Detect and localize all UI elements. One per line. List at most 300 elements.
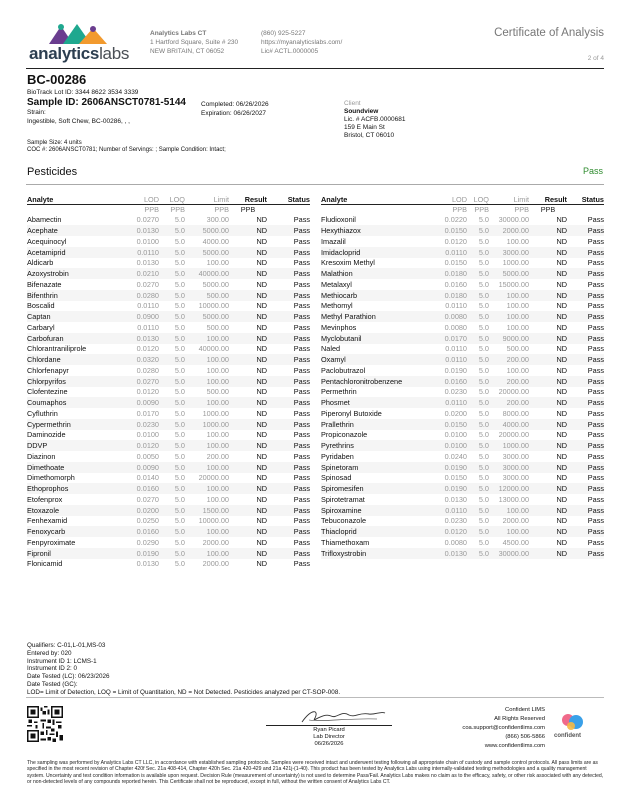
analyte-name: Flonicamid — [27, 559, 63, 569]
analyte-name: Kresoxim Methyl — [321, 258, 375, 268]
col-result: Result — [529, 195, 567, 205]
lod-value: 0.0150 — [425, 419, 467, 430]
limit-value: 100.00 — [489, 526, 529, 537]
analytics-labs-logo — [27, 22, 142, 64]
status-value: Pass — [567, 333, 604, 344]
lod-value: 0.0160 — [117, 483, 159, 494]
lod-value: 0.0120 — [136, 387, 159, 397]
lod-value: 0.0150 — [444, 473, 467, 483]
status-value: Pass — [567, 505, 604, 516]
status-value: Pass — [567, 526, 604, 537]
lod-value: 0.0050 — [136, 451, 159, 461]
limit-value: 2000.00 — [502, 516, 529, 526]
analyte-name: Propiconazole — [321, 430, 368, 440]
lod-value: 0.0130 — [136, 559, 159, 569]
table-row — [27, 258, 310, 269]
limit-value: 13000.00 — [498, 494, 529, 504]
client-addr1: 159 E Main St — [344, 124, 385, 131]
status-value: Pass — [587, 430, 604, 440]
limit-value: 100.00 — [185, 462, 229, 473]
result-value: ND — [256, 408, 267, 418]
col-analyte: Analyte — [321, 195, 425, 205]
status-value: Pass — [587, 301, 604, 311]
loq-value: 5.0 — [467, 440, 489, 451]
status-value: Pass — [293, 365, 310, 375]
col-status: Status — [267, 195, 310, 205]
status-value: Pass — [587, 451, 604, 461]
lab-name: Analytics Labs CT — [150, 30, 207, 37]
lod-value: 0.0110 — [425, 247, 467, 258]
loq-value: 5.0 — [159, 376, 185, 387]
loq-value: 5.0 — [174, 473, 185, 483]
limit-value: 100.00 — [185, 376, 229, 387]
unit: PPB — [467, 205, 489, 215]
result-value: ND — [556, 494, 567, 504]
limit-value: 100.00 — [489, 311, 529, 322]
loq-value: 5.0 — [478, 279, 489, 289]
status-value: Pass — [567, 440, 604, 451]
analyte-name: Diazinon — [27, 451, 56, 461]
status-value: Pass — [587, 258, 604, 268]
table-row — [321, 258, 604, 269]
loq-value: 5.0 — [467, 268, 489, 279]
lod-value: 0.0130 — [444, 494, 467, 504]
status-value: Pass — [267, 483, 310, 494]
limit-value: 5000.00 — [185, 311, 229, 322]
table-row — [321, 387, 604, 398]
table-row — [321, 268, 604, 279]
result-value: ND — [256, 258, 267, 268]
limit-value: 20000.00 — [498, 387, 529, 397]
analyte-name: Bifenazate — [27, 279, 62, 289]
footer-divider — [26, 697, 604, 698]
loq-value: 5.0 — [159, 505, 185, 516]
result-value: ND — [256, 494, 267, 504]
loq-value: 5.0 — [174, 494, 185, 504]
analyte-name: Tebuconazole — [321, 516, 367, 526]
lod-value: 0.0110 — [445, 344, 467, 354]
unit: PPB — [185, 205, 229, 215]
loq-value: 5.0 — [159, 483, 185, 494]
status-value: Pass — [567, 462, 604, 473]
loq-value: 5.0 — [467, 354, 489, 365]
status-value: Pass — [587, 537, 604, 547]
lod-value: 0.0240 — [444, 451, 467, 461]
unit: PPB — [489, 205, 529, 215]
loq-value: 5.0 — [174, 451, 185, 461]
result-value: ND — [256, 365, 267, 375]
table-row — [27, 387, 310, 398]
result-value: ND — [556, 516, 567, 526]
status-value: Pass — [267, 225, 310, 236]
result-value: ND — [556, 473, 567, 483]
lod-value: 0.0290 — [136, 537, 159, 547]
analyte-name: Chlorfenapyr — [27, 365, 69, 375]
lab-url[interactable]: https://myanalyticslabs.com/ — [261, 39, 343, 46]
analyte-name: Chlorantraniliprole — [27, 344, 87, 354]
client-name: Soundview — [344, 108, 379, 115]
analyte-name: Spinetoram — [321, 462, 425, 473]
table-row — [321, 397, 604, 408]
col-result: Result — [229, 195, 267, 205]
result-value: ND — [256, 215, 267, 225]
loq-value: 5.0 — [159, 290, 185, 301]
loq-value: 5.0 — [467, 526, 489, 537]
result-value: ND — [229, 311, 267, 322]
limit-value: 100.00 — [489, 290, 529, 301]
status-value: Pass — [293, 236, 310, 246]
table-row — [27, 462, 310, 473]
analyte-name: Spinosad — [321, 473, 352, 483]
status-value: Pass — [293, 473, 310, 483]
limit-value: 100.00 — [185, 440, 229, 451]
analyte-name: Methomyl — [321, 301, 353, 311]
col-limit: Limit — [185, 195, 229, 205]
analyte-name: Metalaxyl — [321, 279, 352, 289]
signer-title: Lab Director — [313, 734, 345, 740]
loq-value: 5.0 — [174, 344, 185, 354]
result-value: ND — [529, 247, 567, 258]
loq-value: 5.0 — [478, 322, 489, 332]
analyte-name: Pentachloronitrobenzene — [321, 376, 425, 387]
result-value: ND — [256, 559, 267, 569]
result-value: ND — [529, 397, 567, 408]
analyte-name: Piperonyl Butoxide — [321, 408, 382, 418]
logo-text — [29, 44, 129, 64]
loq-value: 5.0 — [159, 419, 185, 430]
table-row — [321, 462, 604, 473]
analyte-name: Coumaphos — [27, 397, 117, 408]
limit-value: 5000.00 — [489, 268, 529, 279]
lod-value: 0.0190 — [117, 548, 159, 559]
analyte-name: Etoxazole — [27, 505, 117, 516]
lod-value: 0.0130 — [117, 333, 159, 344]
analyte-name: Clofentezine — [27, 387, 68, 397]
limit-value: 3000.00 — [502, 451, 529, 461]
unit-row — [321, 205, 604, 215]
lod-value: 0.0200 — [444, 408, 467, 418]
section-divider — [26, 184, 604, 185]
table-row — [321, 376, 604, 387]
analyte-name: Fipronil — [27, 548, 117, 559]
limit-value: 5000.00 — [185, 225, 229, 236]
lod-value: 0.0120 — [444, 236, 467, 246]
table-row — [321, 505, 604, 516]
analyte-name: Hexythiazox — [321, 225, 425, 236]
limit-value: 40000.00 — [185, 268, 229, 279]
analyte-name: Acequinocyl — [27, 236, 67, 246]
lims-email[interactable]: coa.support@confidentlims.com — [462, 725, 545, 731]
loq-value: 5.0 — [467, 333, 489, 344]
loq-value: 5.0 — [478, 451, 489, 461]
result-value: ND — [229, 505, 267, 516]
analyte-name: Etofenprox — [27, 494, 63, 504]
table-row — [321, 548, 604, 559]
table-row — [27, 225, 310, 236]
table-row — [27, 505, 310, 516]
header-divider — [26, 68, 604, 69]
analyte-name: Permethrin — [321, 387, 357, 397]
analyte-name: Pyrethrins — [321, 440, 425, 451]
analyte-name: Methiocarb — [321, 290, 425, 301]
status-value: Pass — [267, 505, 310, 516]
limit-value: 3000.00 — [502, 473, 529, 483]
date-tested-lc: Date Tested (LC): 06/23/2026 — [27, 673, 110, 681]
result-value: ND — [556, 215, 567, 225]
lod-value: 0.0270 — [136, 494, 159, 504]
unit-row — [27, 205, 310, 215]
limit-value: 200.00 — [489, 354, 529, 365]
result-value: ND — [556, 322, 567, 332]
status-value: Pass — [587, 215, 604, 225]
analyte-name: Prallethrin — [321, 419, 425, 430]
result-value: ND — [256, 430, 267, 440]
lod-value: 0.0250 — [136, 516, 159, 526]
analyte-name: Ethoprophos — [27, 483, 117, 494]
result-value: ND — [556, 301, 567, 311]
table-row — [27, 376, 310, 387]
lab-phone: (860) 925-5227 — [261, 30, 306, 37]
limit-value: 20000.00 — [498, 430, 529, 440]
lod-value: 0.0100 — [444, 430, 467, 440]
result-value: ND — [529, 268, 567, 279]
lims-name: Confident LIMS — [505, 707, 545, 713]
loq-value: 5.0 — [467, 462, 489, 473]
table-row — [321, 247, 604, 258]
loq-value: 5.0 — [174, 516, 185, 526]
loq-value: 5.0 — [478, 473, 489, 483]
limit-value: 200.00 — [206, 451, 229, 461]
client-license: Lic. # ACFB.0000681 — [344, 116, 406, 123]
col-loq: LOQ — [467, 195, 489, 205]
status-value: Pass — [293, 258, 310, 268]
status-value: Pass — [293, 451, 310, 461]
analyte-name: Fenhexamid — [27, 516, 68, 526]
status-value: Pass — [587, 516, 604, 526]
loq-value: 5.0 — [467, 311, 489, 322]
table-row — [27, 430, 310, 441]
limit-value: 500.00 — [506, 344, 529, 354]
status-value: Pass — [567, 268, 604, 279]
table-row — [321, 419, 604, 430]
table-row — [321, 354, 604, 365]
col-loq: LOQ — [159, 195, 185, 205]
loq-value: 5.0 — [467, 397, 489, 408]
status-value: Pass — [293, 344, 310, 354]
limit-value: 300.00 — [206, 215, 229, 225]
table-row — [321, 408, 604, 419]
loq-value: 5.0 — [478, 516, 489, 526]
result-value: ND — [529, 440, 567, 451]
status-value: Pass — [587, 322, 604, 332]
status-value: Pass — [587, 387, 604, 397]
analyte-name: Chlordane — [27, 354, 117, 365]
result-value: ND — [229, 526, 267, 537]
result-value: ND — [556, 279, 567, 289]
logo-mountain-icon — [45, 22, 125, 44]
lod-value: 0.0150 — [444, 258, 467, 268]
loq-value: 5.0 — [478, 215, 489, 225]
signer-date: 06/26/2026 — [314, 741, 344, 747]
lab-addr1: 1 Hartford Square, Suite # 230 — [150, 39, 239, 46]
col-lod: LOD — [117, 195, 159, 205]
result-value: ND — [529, 505, 567, 516]
unit: PPB — [117, 205, 159, 215]
status-value: Pass — [293, 559, 310, 569]
result-value: ND — [556, 537, 567, 547]
result-value: ND — [256, 322, 267, 332]
analyte-name: Dimethomorph — [27, 473, 75, 483]
result-value: ND — [229, 397, 267, 408]
unit: PPB — [159, 205, 185, 215]
lod-value: 0.0080 — [444, 322, 467, 332]
loq-value: 5.0 — [174, 430, 185, 440]
loq-value: 5.0 — [478, 408, 489, 418]
lod-value: 0.0110 — [117, 247, 159, 258]
loq-value: 5.0 — [174, 387, 185, 397]
analyte-name: Abamectin — [27, 215, 62, 225]
result-value: ND — [556, 236, 567, 246]
table-row — [27, 408, 310, 419]
table-row — [27, 268, 310, 279]
loq-value: 5.0 — [159, 354, 185, 365]
lod-value: 0.0270 — [136, 279, 159, 289]
analyte-name: Acetamiprid — [27, 247, 117, 258]
loq-value: 5.0 — [478, 344, 489, 354]
strain-info — [27, 108, 130, 126]
status-value: Pass — [267, 462, 310, 473]
loq-value: 5.0 — [174, 408, 185, 418]
limit-value: 100.00 — [185, 548, 229, 559]
lims-web[interactable]: www.confidentlims.com — [484, 743, 545, 749]
limit-value: 30000.00 — [489, 548, 529, 559]
col-lod: LOD — [425, 195, 467, 205]
lod-value: 0.0160 — [425, 376, 467, 387]
limit-value: 100.00 — [489, 505, 529, 516]
limit-value: 10000.00 — [198, 301, 229, 311]
limit-value: 2000.00 — [489, 225, 529, 236]
result-value: ND — [556, 387, 567, 397]
result-value: ND — [229, 290, 267, 301]
table-row — [321, 516, 604, 527]
strain-label: Strain: — [27, 109, 46, 116]
table-row — [27, 440, 310, 451]
lod-value: 0.0180 — [425, 268, 467, 279]
loq-value: 5.0 — [467, 505, 489, 516]
confident-logo — [554, 711, 594, 743]
limit-value: 1000.00 — [489, 440, 529, 451]
pesticides-table-right — [321, 195, 604, 559]
loq-value: 5.0 — [174, 301, 185, 311]
limit-value: 100.00 — [206, 365, 229, 375]
table-row — [321, 451, 604, 462]
certificate-title: Certificate of Analysis — [494, 27, 604, 39]
result-value: ND — [229, 419, 267, 430]
limit-value: 10000.00 — [198, 516, 229, 526]
lims-rights: All Rights Reserved — [494, 716, 545, 722]
lod-value: 0.0190 — [425, 462, 467, 473]
lod-value: 0.0270 — [117, 376, 159, 387]
table-row — [27, 526, 310, 537]
analyte-name: Malathion — [321, 268, 425, 279]
status-value: Pass — [567, 247, 604, 258]
status-value: Pass — [567, 376, 604, 387]
loq-value: 5.0 — [159, 247, 185, 258]
table-row — [27, 311, 310, 322]
analyte-name: Paclobutrazol — [321, 365, 366, 375]
limit-value: 100.00 — [506, 236, 529, 246]
table-row — [27, 247, 310, 258]
col-limit: Limit — [489, 195, 529, 205]
limit-value: 100.00 — [506, 322, 529, 332]
limit-value: 5000.00 — [185, 247, 229, 258]
limit-value: 2000.00 — [202, 537, 229, 547]
limit-value: 40000.00 — [198, 344, 229, 354]
loq-value: 5.0 — [174, 236, 185, 246]
limit-value: 200.00 — [489, 376, 529, 387]
table-row — [27, 483, 310, 494]
analyte-name: Phosmet — [321, 397, 425, 408]
result-value: ND — [229, 440, 267, 451]
table-row — [27, 322, 310, 333]
table-row — [27, 559, 310, 570]
analyte-name: Methyl Parathion — [321, 311, 425, 322]
lod-value: 0.0100 — [136, 236, 159, 246]
status-value: Pass — [293, 430, 310, 440]
lod-value: 0.0320 — [117, 354, 159, 365]
loq-value: 5.0 — [159, 333, 185, 344]
analyte-name: Spirotetramat — [321, 494, 365, 504]
analyte-name: Captan — [27, 311, 117, 322]
analyte-name: Fenoxycarb — [27, 526, 117, 537]
lod-value: 0.0210 — [117, 268, 159, 279]
loq-value: 5.0 — [159, 548, 185, 559]
lod-value: 0.0180 — [425, 290, 467, 301]
table-row — [321, 440, 604, 451]
signer-name: Ryan Picard — [313, 727, 345, 733]
lab-license: Lic# ACTL.0000005 — [261, 48, 319, 55]
result-value: ND — [529, 483, 567, 494]
table-row — [321, 311, 604, 322]
table-row — [27, 279, 310, 290]
confident-logo-icon — [554, 711, 594, 733]
table-row — [321, 526, 604, 537]
result-value: ND — [529, 225, 567, 236]
analyte-name: Fludioxonil — [321, 215, 356, 225]
result-value: ND — [529, 376, 567, 387]
limit-value: 100.00 — [185, 354, 229, 365]
loq-value: 5.0 — [174, 537, 185, 547]
loq-value: 5.0 — [467, 483, 489, 494]
instrument-2: Instrument ID 2: 0 — [27, 665, 78, 673]
status-value: Pass — [293, 408, 310, 418]
analyte-name: Aldicarb — [27, 258, 54, 268]
status-value: Pass — [267, 247, 310, 258]
qualifiers — [27, 642, 340, 697]
lod-value: 0.0130 — [136, 258, 159, 268]
limit-value: 30000.00 — [498, 215, 529, 225]
loq-value: 5.0 — [159, 225, 185, 236]
status-value: Pass — [267, 354, 310, 365]
qr-code-icon[interactable] — [27, 706, 63, 742]
result-value: ND — [529, 462, 567, 473]
status-value: Pass — [567, 311, 604, 322]
loq-value: 5.0 — [159, 526, 185, 537]
result-value: ND — [529, 311, 567, 322]
limit-value: 4500.00 — [502, 537, 529, 547]
analyte-name: Thiamethoxam — [321, 537, 370, 547]
result-value: ND — [229, 548, 267, 559]
